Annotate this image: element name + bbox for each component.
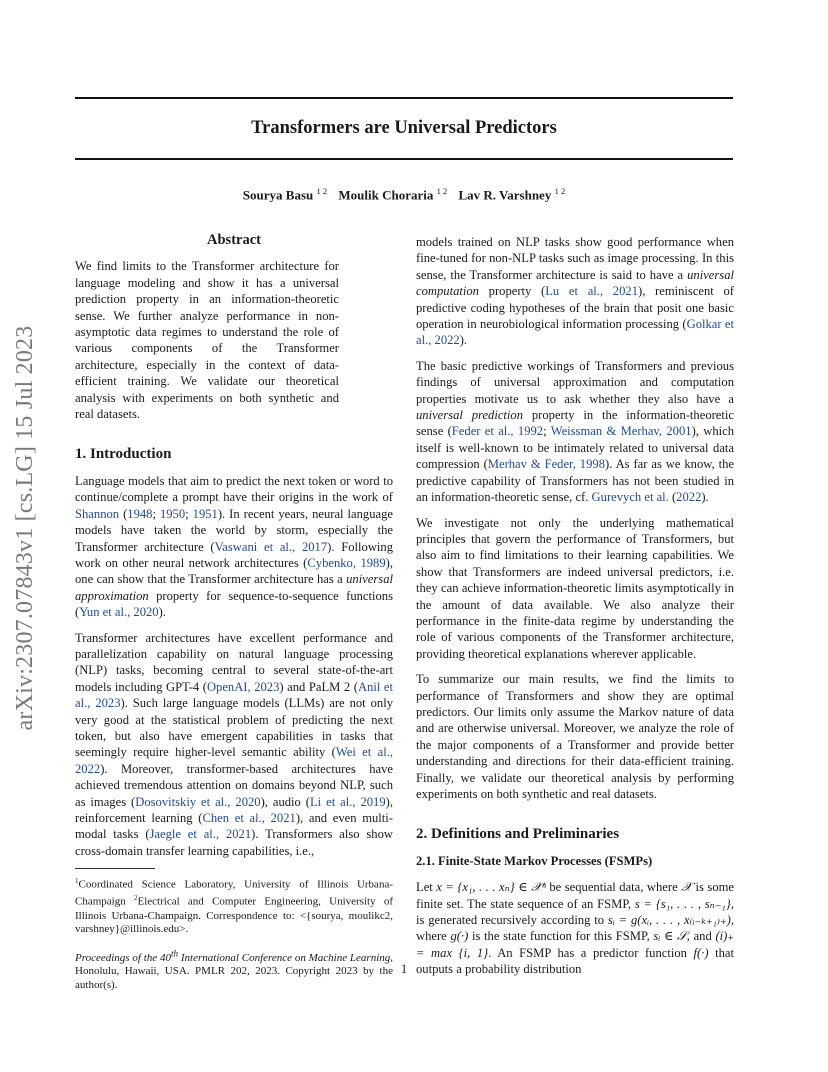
author-name: Sourya Basu bbox=[242, 187, 314, 203]
author-name: Lav R. Varshney bbox=[458, 187, 552, 203]
left-column bbox=[75, 232, 393, 992]
citation-link[interactable]: Shannon bbox=[75, 506, 120, 521]
intro-paragraph-5: We investigate not only the underlying mathematical principles that govern the performance of Transformers, but also aim to find limitations to their learning capabilities. We show that Transformers are indeed universal predictors, i.e. they can achieve information-theoretic limits asymptotically in the amount of data available. We also analyze their performance in the finite-data regime by understanding the role of various components of the Transformer architecture, providing theoretical explanations wherever applicable. bbox=[416, 515, 734, 661]
citation-link[interactable]: Chen et al., 2021 bbox=[202, 811, 296, 825]
citation-link[interactable]: Merhav & Feder, 1998 bbox=[487, 457, 605, 472]
footnote-divider bbox=[75, 868, 155, 869]
citation-link[interactable]: Li et al., 2019 bbox=[309, 794, 386, 809]
citation-link[interactable]: Jaegle et al., 2021 bbox=[149, 827, 252, 842]
intro-paragraph-1: Language models that aim to predict the next token or word to continue/complete a prompt have their origins in the work of Shannon (1948; 1950; 1951). In recent years, neural language models have taken the world by storm, especially the Transformer architecture (Vaswani et al., 2017). Following work on other neural network architectures (Cybenko, 1989), one can show that the Transformer architecture has a universal approximation property for sequence-to-sequence functions (Yun et al., 2020). bbox=[75, 473, 394, 620]
citation-link[interactable]: Weissman & Merhav, 2001 bbox=[550, 424, 692, 439]
citation-link[interactable]: Wei et al., 2022 bbox=[75, 745, 394, 776]
author-affiliation: 1 2 bbox=[554, 186, 566, 196]
author-name: Moulik Choraria bbox=[338, 187, 434, 203]
citation-link[interactable]: Golkar et al., 2022 bbox=[416, 317, 734, 348]
citation-link[interactable]: 2022 bbox=[676, 490, 702, 505]
section-heading-definitions: 2. Definitions and Preliminaries bbox=[416, 826, 620, 843]
subsection-heading-fsmp: 2.1. Finite-State Markov Processes (FSMPs) bbox=[416, 853, 653, 868]
citation-link[interactable]: Cybenko, 1989 bbox=[307, 555, 386, 570]
author-list bbox=[75, 186, 733, 203]
citation-link[interactable]: Dosovitskiy et al., 2020 bbox=[135, 794, 261, 809]
intro-paragraph-3: models trained on NLP tasks show good performance when fine-tuned for non-NLP tasks such as image processing. In this sense, the Transformer architecture is said to have a universal computation property (Lu et al., 2021), reminiscent of predictive coding hypotheses of the brain that posit one basic operation in neurobiological information processing (Golkar et al., 2022). bbox=[416, 235, 734, 348]
page-number: 1 bbox=[400, 962, 408, 976]
section-heading-introduction: 1. Introduction bbox=[75, 446, 172, 463]
citation-link[interactable]: Feder et al., 1992 bbox=[451, 424, 544, 439]
citation-link[interactable]: 1951 bbox=[192, 506, 218, 521]
fsmp-paragraph: Let x = {x₁, . . . xₙ} ∈ 𝒳ⁿ be sequential data, where 𝒳 is some finite set. The state sequence of an FSMP, s = {s₁, . . . , sₙ₋₁}, is generated recursively according to sᵢ = g(xᵢ, . . . , x₍ᵢ₋ₖ₊₁₎₊), where g(·) is the state function for this FSMP, sᵢ ∈ 𝒮, and (i)₊ = max {i, 1}. An FSMP has a predictor function f(·) that outputs a probability distribution bbox=[416, 880, 735, 977]
title-top-rule bbox=[75, 97, 733, 99]
abstract-heading: Abstract bbox=[207, 232, 261, 248]
citation-link[interactable]: Anil et al., 2023 bbox=[75, 679, 393, 711]
citation-link[interactable]: OpenAI, 2023 bbox=[206, 679, 280, 694]
citation-link[interactable]: Yun et al., 2020 bbox=[79, 605, 159, 620]
citation-link[interactable]: Lu et al., 2021 bbox=[545, 284, 638, 299]
citation-link[interactable]: Vaswani et al., 2017 bbox=[214, 539, 328, 554]
author-affiliation: 1 2 bbox=[436, 186, 448, 196]
intro-paragraph-2: Transformer architectures have excellent performance and parallelization capability on natural language processing (NLP) tasks, becoming central to several state-of-the-art models including GPT-4 (OpenAI, 2023) and PaLM 2 (Anil et al., 2023). Such large language models (LLMs) are not only very good at the statistical problem of predicting the next token, but also have emergent capabilities in tasks that seemingly require higher-level semantic ability (Wei et al., 2022). Moreover, transformer-based architectures have achieved tremendous attention on domains beyond NLP, such as images (Dosovitskiy et al., 2020), audio (Li et al., 2019), reinforcement learning (Chen et al., 2021), and even multi-modal tasks (Jaegle et al., 2021). Transformers also show cross-domain transfer learning capabilities, i.e., bbox=[75, 630, 394, 858]
citation-link[interactable]: 1948 bbox=[127, 506, 153, 521]
proceedings-note: Proceedings of the 40th International Conference on Machine Learning, Honolulu, Hawaii, USA. PMLR 202, 2023. Copyright 2023 by the author(s). bbox=[75, 947, 393, 991]
paper-title: Transformers are Universal Predictors bbox=[251, 118, 557, 138]
author-affiliation: 1 2 bbox=[316, 186, 328, 196]
intro-paragraph-4: The basic predictive workings of Transformers and previous findings of universal approximation and computation properties motivate us to ask whether they also have a universal prediction property in the information-theoretic sense (Feder et al., 1992; Weissman & Merhav, 2001), which itself is well-known to be intimately related to universal data compression (Merhav & Feder, 1998). As far as we know, the predictive capability of Transformers has not been studied in an information-theoretic sense, cf. Gurevych et al. (2022). bbox=[416, 358, 735, 505]
arxiv-identifier-stamp: arXiv:2307.07843v1 [cs.LG] 15 Jul 2023 bbox=[12, 325, 38, 731]
citation-link[interactable]: Gurevych et al. bbox=[591, 490, 669, 505]
title-bottom-rule bbox=[75, 158, 733, 160]
right-column bbox=[416, 234, 734, 987]
citation-link[interactable]: 1950 bbox=[159, 506, 186, 521]
abstract-body: We find limits to the Transformer architecture for language modeling and show it has a universal prediction property in an information-theoretic sense. We further analyze performance in non-asymptotic data regimes to understand the role of various components of the Transformer architecture, especially in the context of data-efficient training. We validate our theoretical analysis with experiments on both synthetic and real datasets. bbox=[75, 259, 339, 422]
intro-paragraph-6: To summarize our main results, we find the limits to performance of Transformers and show they are optimal predictors. Our limits only assume the Markov nature of data and are otherwise universal. Moreover, we analyze the role of the major components of a Transformer and provide better understanding and directions for their data-efficient training. Finally, we validate our theoretical analysis by performing experiments on both synthetic and real datasets. bbox=[416, 672, 734, 801]
affiliation-footnote: $^1$Coordinated Science Laboratory, University of Illinois Urbana-Champaign $^2$Electrical and Computer Engineering, University of Illinois Urbana-Champaign. Correspondence to: <{sourya, moulikc2, varshney}@illinois.edu>. bbox=[75, 877, 394, 936]
